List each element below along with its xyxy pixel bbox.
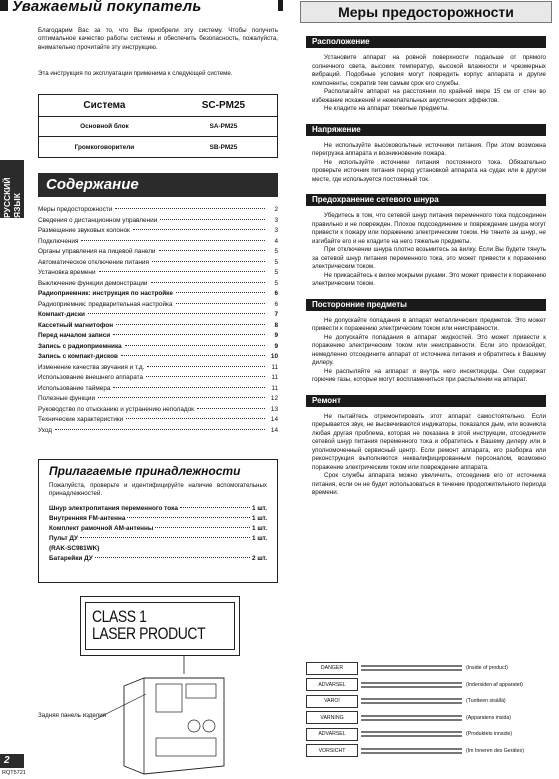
toc-item-title: Использование внешнего аппарата <box>38 374 144 381</box>
accessory-name: (RAK-SC981WK) <box>49 544 100 552</box>
precaution-section <box>300 194 552 289</box>
toc-item <box>38 332 278 343</box>
toc-item-page: 11 <box>271 384 278 392</box>
toc-item <box>38 427 278 438</box>
section-paragraph: Не используйте высоковольтные источники питания. При этом возможна перегрузка аппарата и возникновение пожара. <box>312 141 546 157</box>
toc-leader <box>113 387 265 388</box>
intro-text: Благодарим Вас за то, что Вы приобрели эту систему. Чтобы получить оптимальное качество работы системы и обеспечить безопасность, пожалуйста, внимательно прочитайте эту инструкцию. <box>38 27 278 51</box>
toc-item-title: Технические характеристики <box>38 416 124 423</box>
warning-note: (Im Inneren des Gerätes) <box>466 747 524 754</box>
warning-label: ADVARSEL <box>306 728 358 741</box>
toc-leader <box>147 366 265 367</box>
language-label: РУССКИЙ ЯЗЫК <box>2 177 22 218</box>
precautions-sections <box>300 36 552 498</box>
warning-row <box>306 693 554 710</box>
accessory-leader <box>155 527 250 528</box>
toc-leader <box>160 219 265 220</box>
toc-item-page: 5 <box>274 279 278 287</box>
toc-item-page: 2 <box>274 206 278 213</box>
precaution-section <box>300 36 552 114</box>
laser-class-text <box>92 608 205 642</box>
accessory-leader <box>127 517 250 518</box>
toc-item-title: Использование таймера <box>38 384 111 392</box>
toc-item <box>38 374 278 385</box>
toc-leader <box>113 334 265 335</box>
section-heading: Напряжение <box>306 124 546 136</box>
section-heading: Предохранение сетевого шнура <box>306 194 546 206</box>
system-table-cell: Основной блок <box>80 123 129 130</box>
toc-item <box>38 248 278 259</box>
laser-label-outer <box>80 596 240 656</box>
accessory-qty: 1 шт. <box>252 524 267 532</box>
accessory-leader <box>95 557 250 558</box>
toc-leader <box>121 355 265 356</box>
toc-item-title: Меры предосторожности <box>38 206 113 213</box>
section-paragraph: Не допускайте попадания в аппарат жидкостей. Это может привести к поражению электрическим током или неисправности. Если это произойдет, немедленно отсоедините аппарат от источника питания и обратитесь к Вашему дилеру. <box>312 333 546 366</box>
warning-row <box>306 726 554 743</box>
toc-leader <box>116 324 265 325</box>
toc-item <box>38 385 278 396</box>
section-paragraph: Не допускайте попадания в аппарат металлических предметов. Это может привести к поражению электрическим током или неисправности. <box>312 316 546 332</box>
warning-text-lines <box>358 729 462 739</box>
toc-list <box>38 206 278 437</box>
precaution-section <box>300 124 552 185</box>
precaution-section <box>300 395 552 498</box>
toc-item-title: Запись с компакт-дисков <box>38 353 118 360</box>
accessories-box <box>38 459 278 583</box>
warning-text-lines <box>358 746 462 756</box>
toc-item-page: 6 <box>274 290 278 297</box>
toc-item-title: Руководство по отысканию и устранению неполадок <box>38 405 194 413</box>
system-table-row <box>39 117 277 137</box>
toc-item-title: Радиоприемник: предварительная настройка <box>38 300 173 308</box>
toc-leader <box>133 229 265 230</box>
accessory-name: Комплект рамочной АМ-антенны <box>49 524 154 532</box>
toc-item-page: 4 <box>274 237 278 245</box>
warning-text-lines <box>358 713 462 723</box>
accessories-intro: Пожалуйста, проверьте и идентифицируйте наличие вспомогательных принадлежностей. <box>49 482 267 498</box>
section-paragraph: Не кладите на аппарат тяжелые предметы. <box>324 105 449 112</box>
toc-leader <box>115 208 265 209</box>
accessory-leader <box>80 537 250 538</box>
toc-item <box>38 343 278 354</box>
language-sidebar-tab <box>0 160 24 218</box>
accessory-qty: 1 шт. <box>252 504 267 512</box>
accessories-list <box>39 503 277 567</box>
toc-leader <box>151 282 266 283</box>
toc-item <box>38 259 278 270</box>
toc-leader <box>81 240 265 241</box>
toc-item <box>38 311 278 322</box>
toc-item-title: Кассетный магнитофон <box>38 321 114 329</box>
toc-item-page: 5 <box>274 258 278 266</box>
accessory-item <box>49 525 267 535</box>
warning-label: VARNING <box>306 711 358 724</box>
toc-item-title: Сведения о дистанционном управлении <box>38 216 158 224</box>
system-table-head-left: Система <box>83 100 126 111</box>
toc-item-title: Автоматическое отключение питания <box>38 258 149 266</box>
toc-item <box>38 416 278 427</box>
section-paragraph: Не распыляйте на аппарат и внутрь него инсектициды. Они содержат горючие газы, которые могут воспламениться при распылении на аппарат. <box>312 367 546 383</box>
toc-leader <box>176 292 265 293</box>
toc-item-title: Органы управления на лицевой панели <box>38 248 156 255</box>
accessory-name: Внутренняя FM-антенна <box>49 514 126 522</box>
warning-label: VORSICHT <box>306 744 358 757</box>
toc-item-page: 7 <box>274 311 278 318</box>
accessory-item <box>49 535 267 545</box>
accessory-name: Пульт ДУ <box>49 534 79 542</box>
warning-text-lines <box>358 696 462 706</box>
toc-item-title: Изменение качества звучания и т.д. <box>38 363 145 371</box>
toc-item-title: Запись с радиоприемника <box>38 342 122 350</box>
system-table-cell: Громкоговорители <box>74 143 135 151</box>
toc-item-title: Выключение функции демонстрации <box>38 279 148 287</box>
warning-row <box>306 743 554 760</box>
toc-leader <box>159 250 265 251</box>
section-paragraph: Не пытайтесь отремонтировать этот аппарат самостоятельно. Если прерывается звук, не высвечиваются индикаторы, показался дым, или возникла любая другая проблема, которая не показана в этой инструкции, отсоедините сетевой шнур питания переменного тока и обратитесь к Вашему дилеру или в уполномоченный сервисный центр. Если ремонт аппарата, его разборка или реконструкция выполняются неквалифицированным персоналом, возможно поражение электрическим током или повреждение аппарата. <box>312 412 546 471</box>
toc-item-page: 11 <box>271 374 278 381</box>
toc-leader <box>88 313 265 314</box>
section-paragraph: Срок службы аппарата можно увеличить, отсоединив его от источника питания, если он не будет использоваться в течение продолжительного периода времени. <box>312 472 546 496</box>
system-table-head-right: SC-PM25 <box>201 100 246 111</box>
accessory-name: Батарейки ДУ <box>49 554 93 562</box>
laser-label-inner <box>85 602 235 650</box>
warning-row <box>306 660 554 677</box>
section-paragraph: Не прикасайтесь к вилке мокрыми руками. Это может привести к поражению электрическим током. <box>312 271 546 287</box>
toc-leader <box>146 376 265 377</box>
toc-leader <box>125 345 265 346</box>
toc-item <box>38 206 278 217</box>
accessory-qty: 1 шт. <box>252 534 267 542</box>
section-heading: Расположение <box>306 36 546 48</box>
section-paragraph: Не используйте источники питания постоянного тока. Обязательно проверьте источник питания перед установкой аппарата на судах или в другом месте, где используется постоянный ток. <box>312 158 546 183</box>
toc-leader <box>152 261 265 262</box>
accessory-qty: 1 шт. <box>252 514 267 522</box>
toc-title: Содержание <box>38 173 278 197</box>
warning-row <box>306 710 554 727</box>
toc-item-page: 8 <box>274 321 278 329</box>
toc-item-page: 13 <box>270 405 278 413</box>
toc-item-title: Радиоприемник: инструкция по настройке <box>38 290 173 297</box>
warning-row <box>306 677 554 694</box>
toc-item <box>38 238 278 249</box>
toc-item <box>38 395 278 406</box>
toc-item <box>38 364 278 375</box>
accessory-leader <box>180 507 250 508</box>
toc-item-page: 9 <box>274 332 278 339</box>
toc-item-page: 10 <box>270 353 278 360</box>
toc-leader <box>126 418 265 419</box>
section-paragraph: Убедитесь в том, что сетевой шнур питания переменного тока подсоединен правильно и не поврежден. Плохое подсоединение и повреждение шнура могут привести к пожару или поражению электрическим током. Не тяните за шнур, не изгибайте его и не кладите на него тяжелые предметы. <box>312 212 546 245</box>
toc-item <box>38 322 278 333</box>
page-title-left: Уважаемый покупатель <box>8 0 278 15</box>
toc-item-title: Размещение звуковых колонок <box>38 227 130 234</box>
laser-line1: CLASS 1 <box>92 607 147 626</box>
rear-panel-caption: Задняя панель изделия <box>38 712 107 719</box>
doc-code: RQT5721 <box>2 770 26 776</box>
section-paragraph: Установите аппарат на ровной поверхности подальше от прямого солнечного света, высоких температур, высокой влажности и чрезмерных вибраций. Подобные условия могут повредить корпус аппарата и другие компоненты, сократив тем самым срок его службы. <box>312 54 546 87</box>
accessory-qty: 2 шт. <box>252 554 267 562</box>
applies-text: Эта инструкция по эксплуатации применима к следующей системе. <box>38 70 233 77</box>
system-table-header <box>39 95 277 117</box>
section-heading: Ремонт <box>306 395 546 407</box>
toc-item-page: 12 <box>270 395 278 402</box>
toc-leader <box>197 408 265 409</box>
toc-item-page: 3 <box>274 216 278 224</box>
toc-item <box>38 301 278 312</box>
toc-item-page: 9 <box>274 342 278 350</box>
toc-item-page: 5 <box>274 248 278 255</box>
toc-leader <box>55 429 265 430</box>
toc-leader <box>98 397 265 398</box>
toc-item-page: 14 <box>270 416 278 423</box>
toc-item-page: 6 <box>274 300 278 308</box>
accessory-item <box>49 515 267 525</box>
toc-item-title: Установка времени <box>38 269 96 276</box>
warning-text-lines <box>358 663 462 673</box>
toc-item <box>38 353 278 364</box>
page-number-tab <box>0 754 24 768</box>
laser-line2: LASER PRODUCT <box>92 624 206 643</box>
warning-note: (Apparatens insida) <box>466 714 511 721</box>
section-heading: Посторонние предметы <box>306 299 546 311</box>
warning-note: (Indersiden af apparatet) <box>466 681 523 688</box>
toc-item <box>38 290 278 301</box>
toc-item <box>38 217 278 228</box>
system-table <box>38 94 278 158</box>
toc-item-title: Перед началом записи <box>38 332 111 339</box>
laser-warning-table <box>306 660 554 759</box>
toc-item-title: Подключения <box>38 237 79 245</box>
accessory-item <box>49 555 267 565</box>
accessory-item <box>49 545 267 555</box>
precaution-section <box>300 299 552 385</box>
toc-item-page: 11 <box>271 363 278 371</box>
toc-item-title: Полезные функции <box>38 395 96 402</box>
toc-item-title: Компакт-диски <box>38 311 85 318</box>
system-table-row <box>39 137 277 157</box>
warning-label: VARO! <box>306 695 358 708</box>
toc-item <box>38 280 278 291</box>
warning-note: (Produktets innside) <box>466 731 513 738</box>
section-paragraph: Располагайте аппарат на расстоянии по крайней мере 15 см от стен во избежание искажений и нежелательных акустических эффектов. <box>312 88 546 104</box>
toc-item-page: 14 <box>270 426 278 434</box>
accessory-name: Шнур электропитания переменного тока <box>49 504 178 512</box>
toc-item <box>38 406 278 417</box>
toc-item <box>38 227 278 238</box>
warning-note: (Inside of product) <box>466 665 508 672</box>
toc-item-page: 3 <box>274 227 278 234</box>
warning-label: ADVARSEL <box>306 678 358 691</box>
warning-note: (Tuotteen sisällä) <box>466 698 506 705</box>
section-paragraph: При отключении шнура плотно возьмитесь за вилку. Если Вы будете тянуть за сетевой шнур питания переменного тока, это может привести к поражению электрическим током. <box>312 246 546 270</box>
accessory-item <box>49 505 267 515</box>
system-table-cell: SA-PM25 <box>209 123 238 130</box>
toc-item-page: 5 <box>274 269 278 276</box>
toc-item <box>38 269 278 280</box>
toc-leader <box>176 303 265 304</box>
page-title-right: Меры предосторожности <box>300 1 552 23</box>
accessories-title: Прилагаемые принадлежности <box>49 464 241 478</box>
warning-label: DANGER <box>306 662 358 675</box>
toc-leader <box>99 271 265 272</box>
system-table-cell: SB-PM25 <box>209 143 238 151</box>
toc-item-title: Уход <box>38 426 53 434</box>
page-number: 2 <box>4 755 10 766</box>
warning-text-lines <box>358 680 462 690</box>
